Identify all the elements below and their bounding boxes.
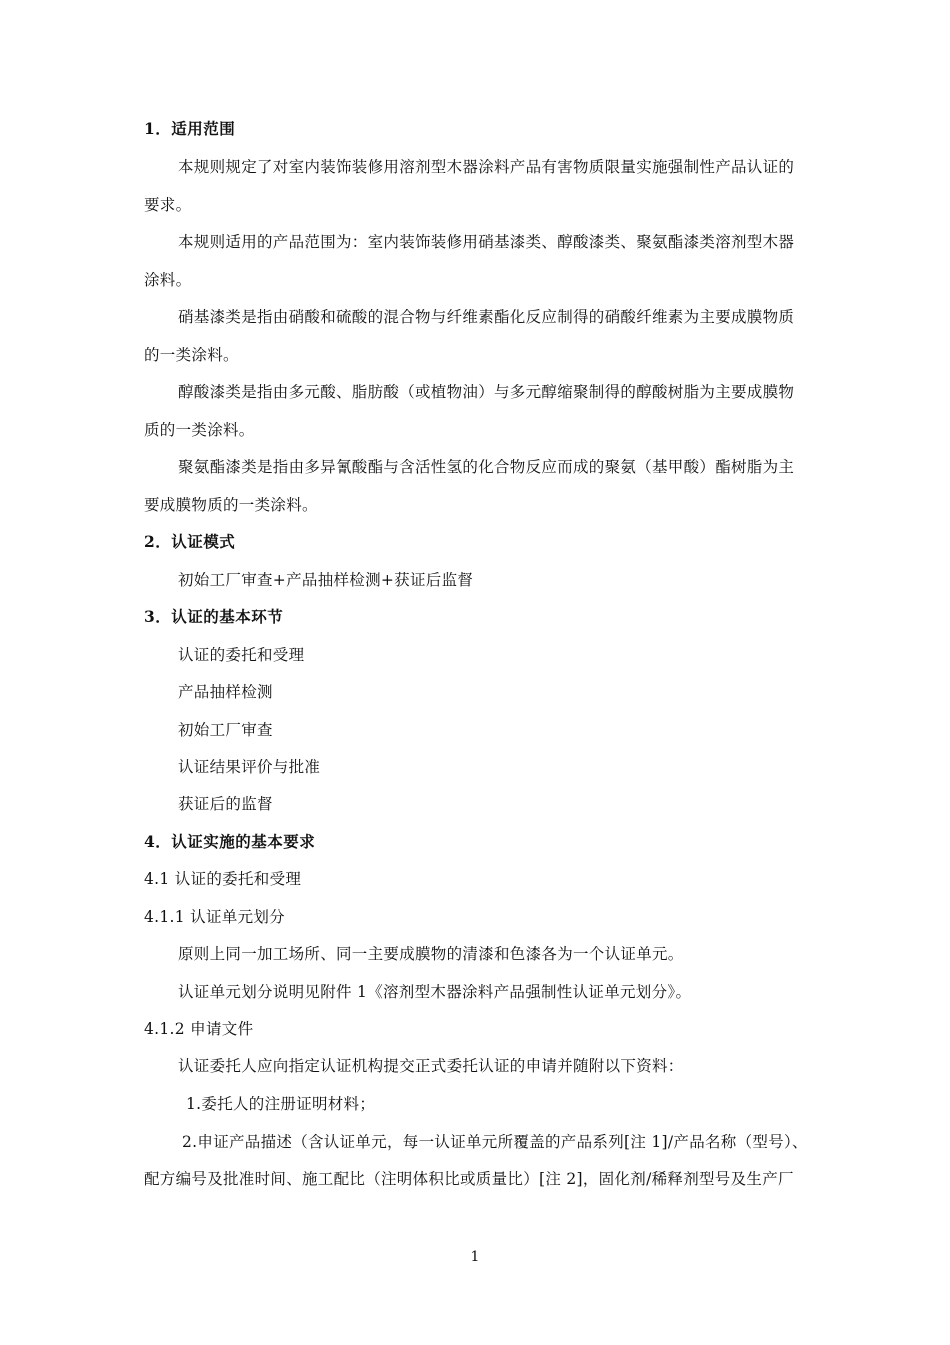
paragraph-unit-principle: 原则上同一加工场所、同一主要成膜物的清漆和色漆各为一个认证单元。: [178, 945, 684, 963]
paragraph-nitro-line-1: 硝基漆类是指由硝酸和硫酸的混合物与纤维素酯化反应制得的硝酸纤维素为主要成膜物质: [178, 308, 795, 326]
paragraph-alkyd-line-1: 醇酸漆类是指由多元酸、脂肪酸（或植物油）与多元醇缩聚制得的醇酸树脂为主要成膜物: [178, 383, 795, 401]
list-item: 初始工厂审查: [178, 721, 273, 739]
subsection-heading-4-1-1: 4.1.1 认证单元划分: [144, 908, 285, 926]
paragraph-range-line-2: 涂料。: [144, 271, 192, 289]
list-item: 获证后的监督: [178, 795, 273, 813]
paragraph-polyurethane-line-2: 要成膜物质的一类涂料。: [144, 496, 318, 514]
page-number: 1: [470, 1249, 480, 1265]
numbered-item-2-line-1: 2.申证产品描述（含认证单元，每一认证单元所覆盖的产品系列[注 1]/产品名称（型号）、: [182, 1133, 808, 1151]
subsection-heading-4-1: 4.1 认证的委托和受理: [144, 870, 302, 888]
section-heading-1: 1．适用范围: [144, 119, 236, 138]
numbered-item-2-line-2: 配方编号及批准时间、施工配比（注明体积比或质量比）[注 2]，固化剂/稀释剂型号及生产厂: [144, 1170, 794, 1188]
paragraph-application-documents: 认证委托人应向指定认证机构提交正式委托认证的申请并随附以下资料：: [178, 1057, 684, 1075]
subsection-heading-4-1-2: 4.1.2 申请文件: [144, 1020, 254, 1038]
list-item: 认证结果评价与批准: [178, 758, 321, 776]
list-item: 产品抽样检测: [178, 683, 273, 701]
paragraph-scope-line-1: 本规则规定了对室内装饰装修用溶剂型木器涂料产品有害物质限量实施强制性产品认证的: [178, 158, 795, 176]
section-heading-2: 2．认证模式: [144, 532, 236, 551]
section-heading-4: 4．认证实施的基本要求: [144, 832, 316, 851]
paragraph-polyurethane-line-1: 聚氨酯漆类是指由多异氰酸酯与含活性氢的化合物反应而成的聚氨（基甲酸）酯树脂为主: [178, 458, 795, 476]
paragraph-nitro-line-2: 的一类涂料。: [144, 346, 239, 364]
list-item: 认证的委托和受理: [178, 646, 305, 664]
section-heading-3: 3．认证的基本环节: [144, 607, 284, 626]
paragraph-alkyd-line-2: 质的一类涂料。: [144, 421, 255, 439]
paragraph-unit-annex: 认证单元划分说明见附件 1《溶剂型木器涂料产品强制性认证单元划分》。: [178, 983, 692, 1001]
paragraph-scope-line-2: 要求。: [144, 196, 192, 214]
paragraph-range-line-1: 本规则适用的产品范围为：室内装饰装修用硝基漆类、醇酸漆类、聚氨酯漆类溶剂型木器: [178, 233, 795, 251]
numbered-item-1: 1.委托人的注册证明材料；: [186, 1095, 376, 1113]
paragraph-certification-mode: 初始工厂审查+产品抽样检测+获证后监督: [178, 571, 474, 589]
